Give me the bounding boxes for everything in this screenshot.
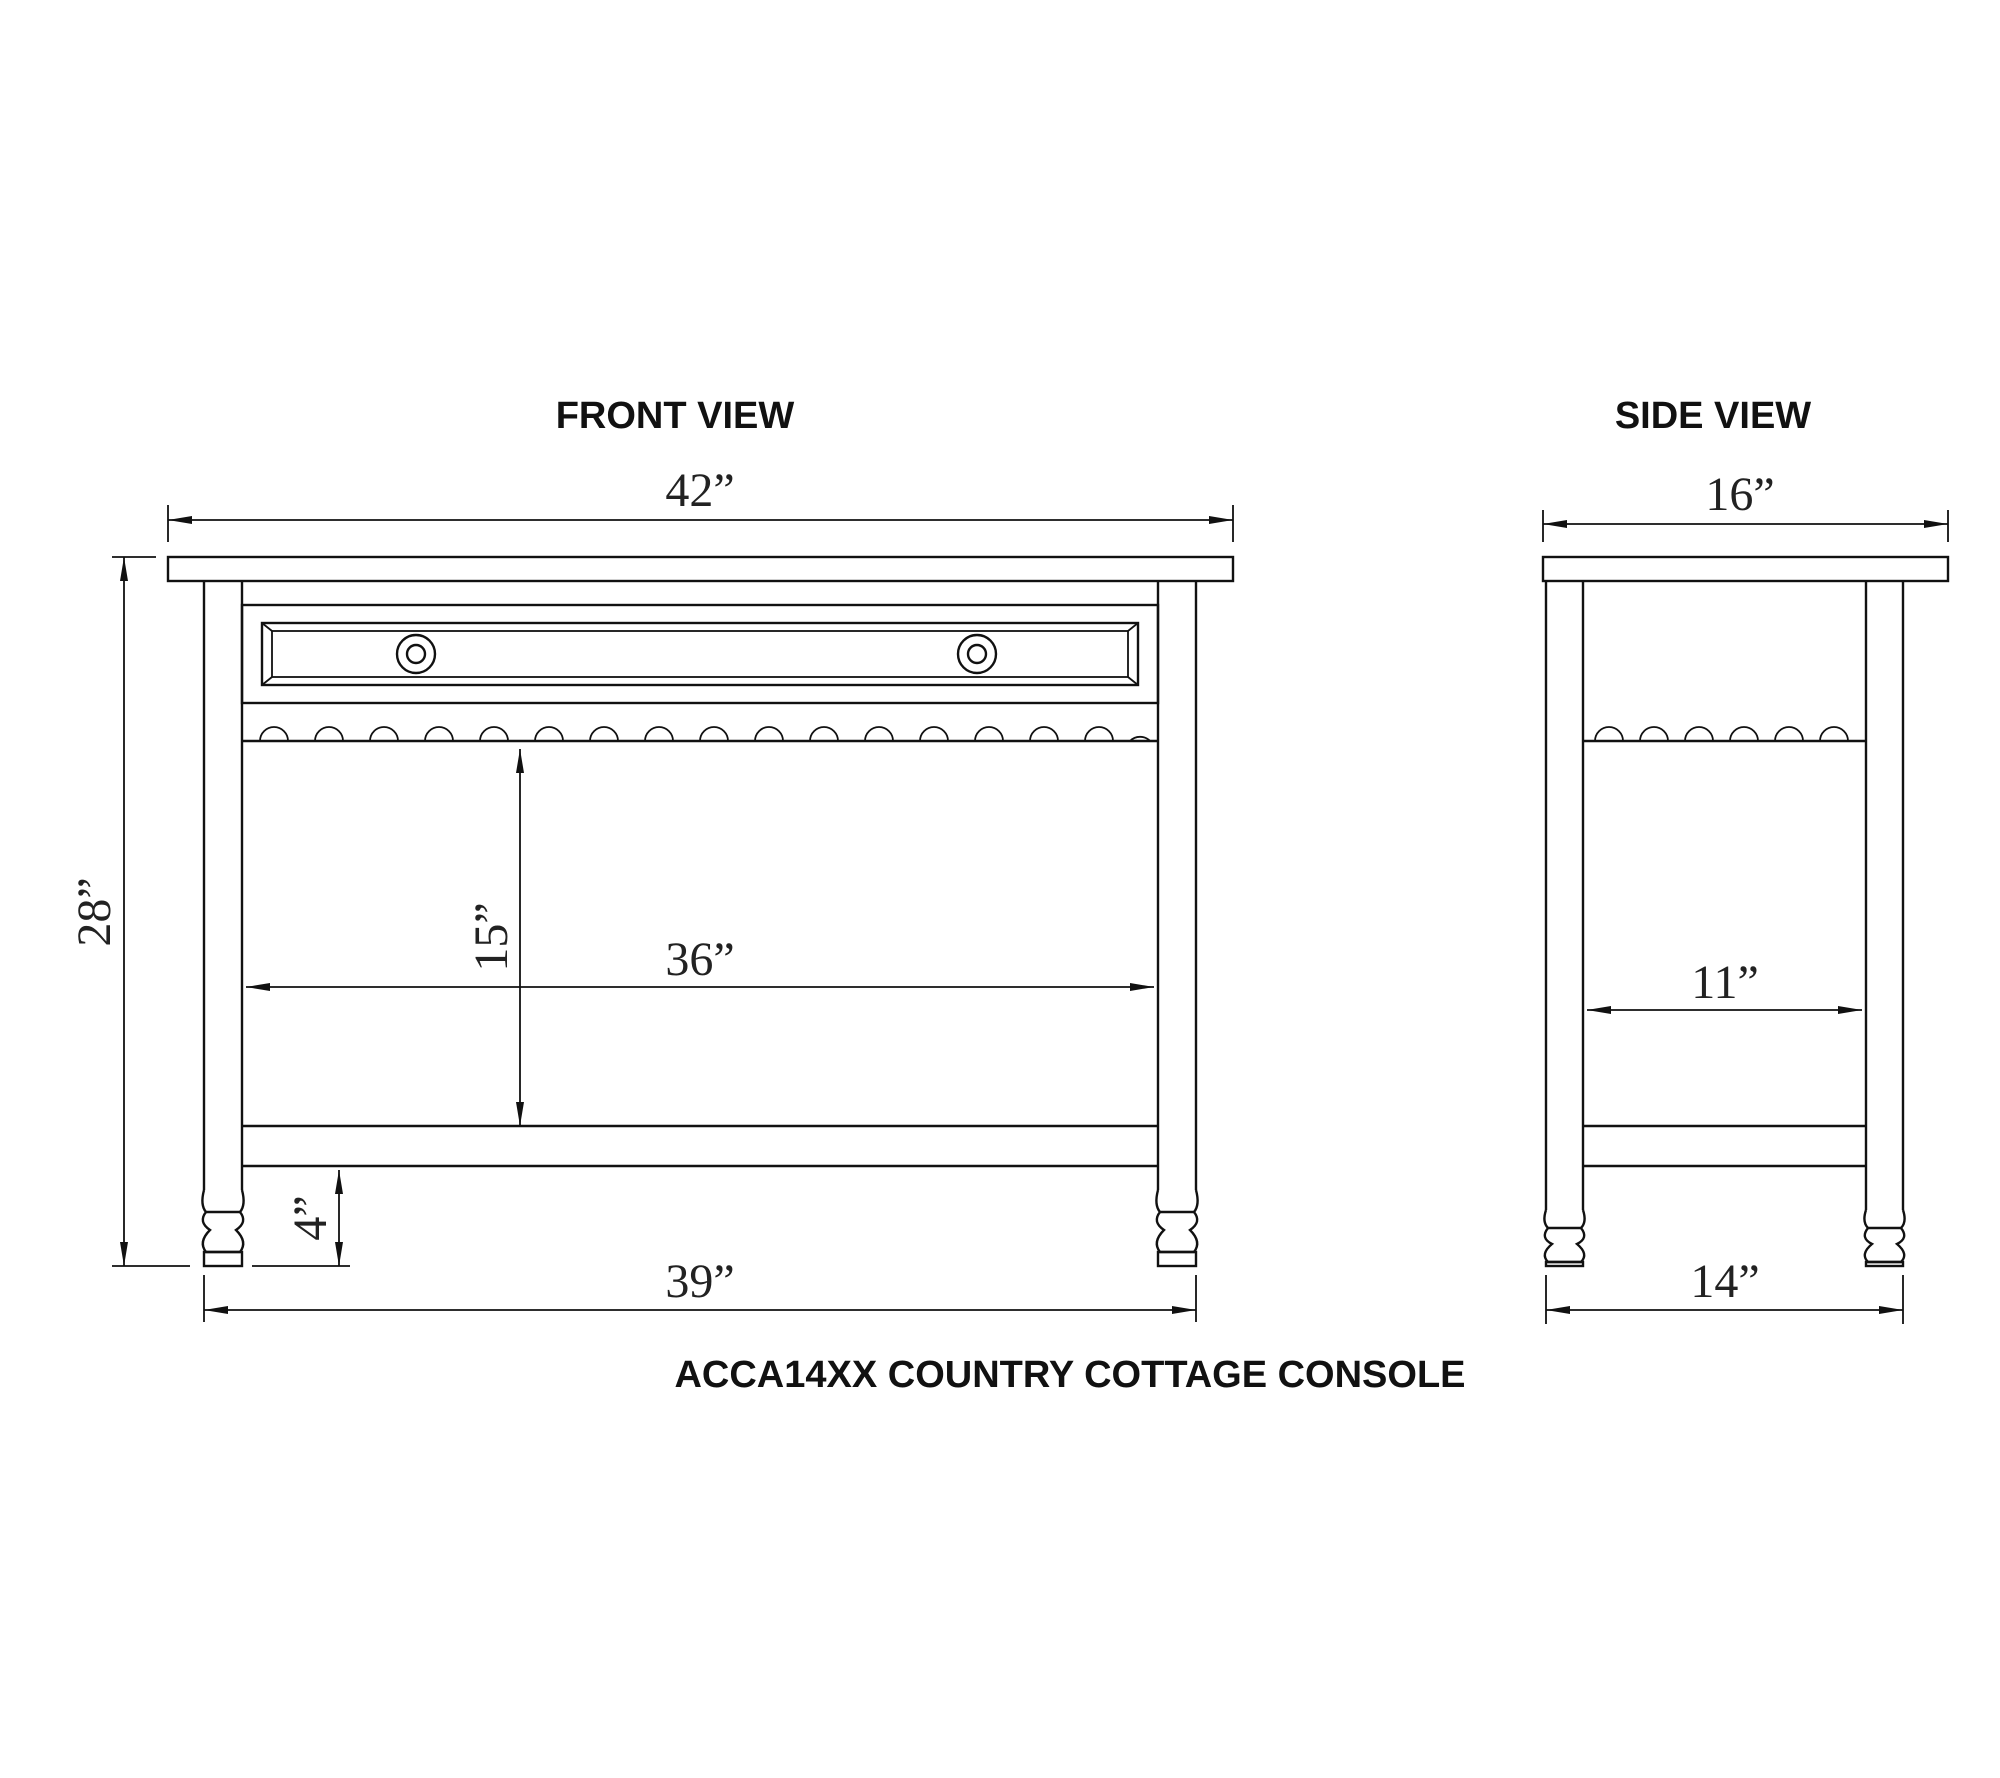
front-view-heading: FRONT VIEW	[555, 395, 795, 437]
front-lower-shelf	[242, 1126, 1158, 1166]
dim-shelf-opening-height	[465, 749, 524, 1126]
drawer-knob-right	[958, 635, 996, 673]
side-lower-shelf	[1583, 1126, 1866, 1166]
dim-leg-depth-label: 14”	[1690, 1255, 1760, 1308]
side-tabletop	[1543, 557, 1948, 581]
dim-inner-width-label: 36”	[665, 933, 735, 986]
dim-overall-width	[168, 464, 1233, 542]
dim-leg-span	[204, 1255, 1196, 1322]
drawer-knob-left	[397, 635, 435, 673]
dim-shelf-opening-height-label: 15”	[465, 902, 518, 972]
side-right-leg	[1864, 581, 1904, 1266]
dim-inner-depth	[1587, 956, 1862, 1014]
side-left-leg	[1544, 581, 1584, 1266]
dim-inner-depth-label: 11”	[1691, 956, 1759, 1009]
front-left-leg	[202, 581, 243, 1266]
dim-top-depth	[1543, 468, 1948, 542]
side-view-heading: SIDE VIEW	[1614, 395, 1812, 437]
front-tabletop	[168, 557, 1233, 581]
dim-overall-height	[68, 557, 190, 1266]
front-drawer	[242, 605, 1158, 703]
dim-overall-width-label: 42”	[665, 464, 735, 517]
drawing-caption: ACCA14XX COUNTRY COTTAGE CONSOLE	[674, 1354, 1466, 1396]
dim-top-depth-label: 16”	[1705, 468, 1775, 521]
front-right-leg	[1156, 581, 1197, 1266]
side-scalloped-apron	[1583, 727, 1866, 741]
dim-foot-clearance-label: 4”	[284, 1195, 337, 1241]
dim-overall-height-label: 28”	[68, 877, 121, 947]
dim-inner-width	[246, 933, 1154, 991]
side-view	[1543, 395, 1948, 1324]
dim-leg-span-label: 39”	[665, 1255, 735, 1308]
dim-foot-clearance	[252, 1170, 350, 1266]
dim-leg-depth	[1546, 1255, 1903, 1324]
front-scalloped-apron	[242, 727, 1158, 741]
front-view	[68, 395, 1233, 1322]
